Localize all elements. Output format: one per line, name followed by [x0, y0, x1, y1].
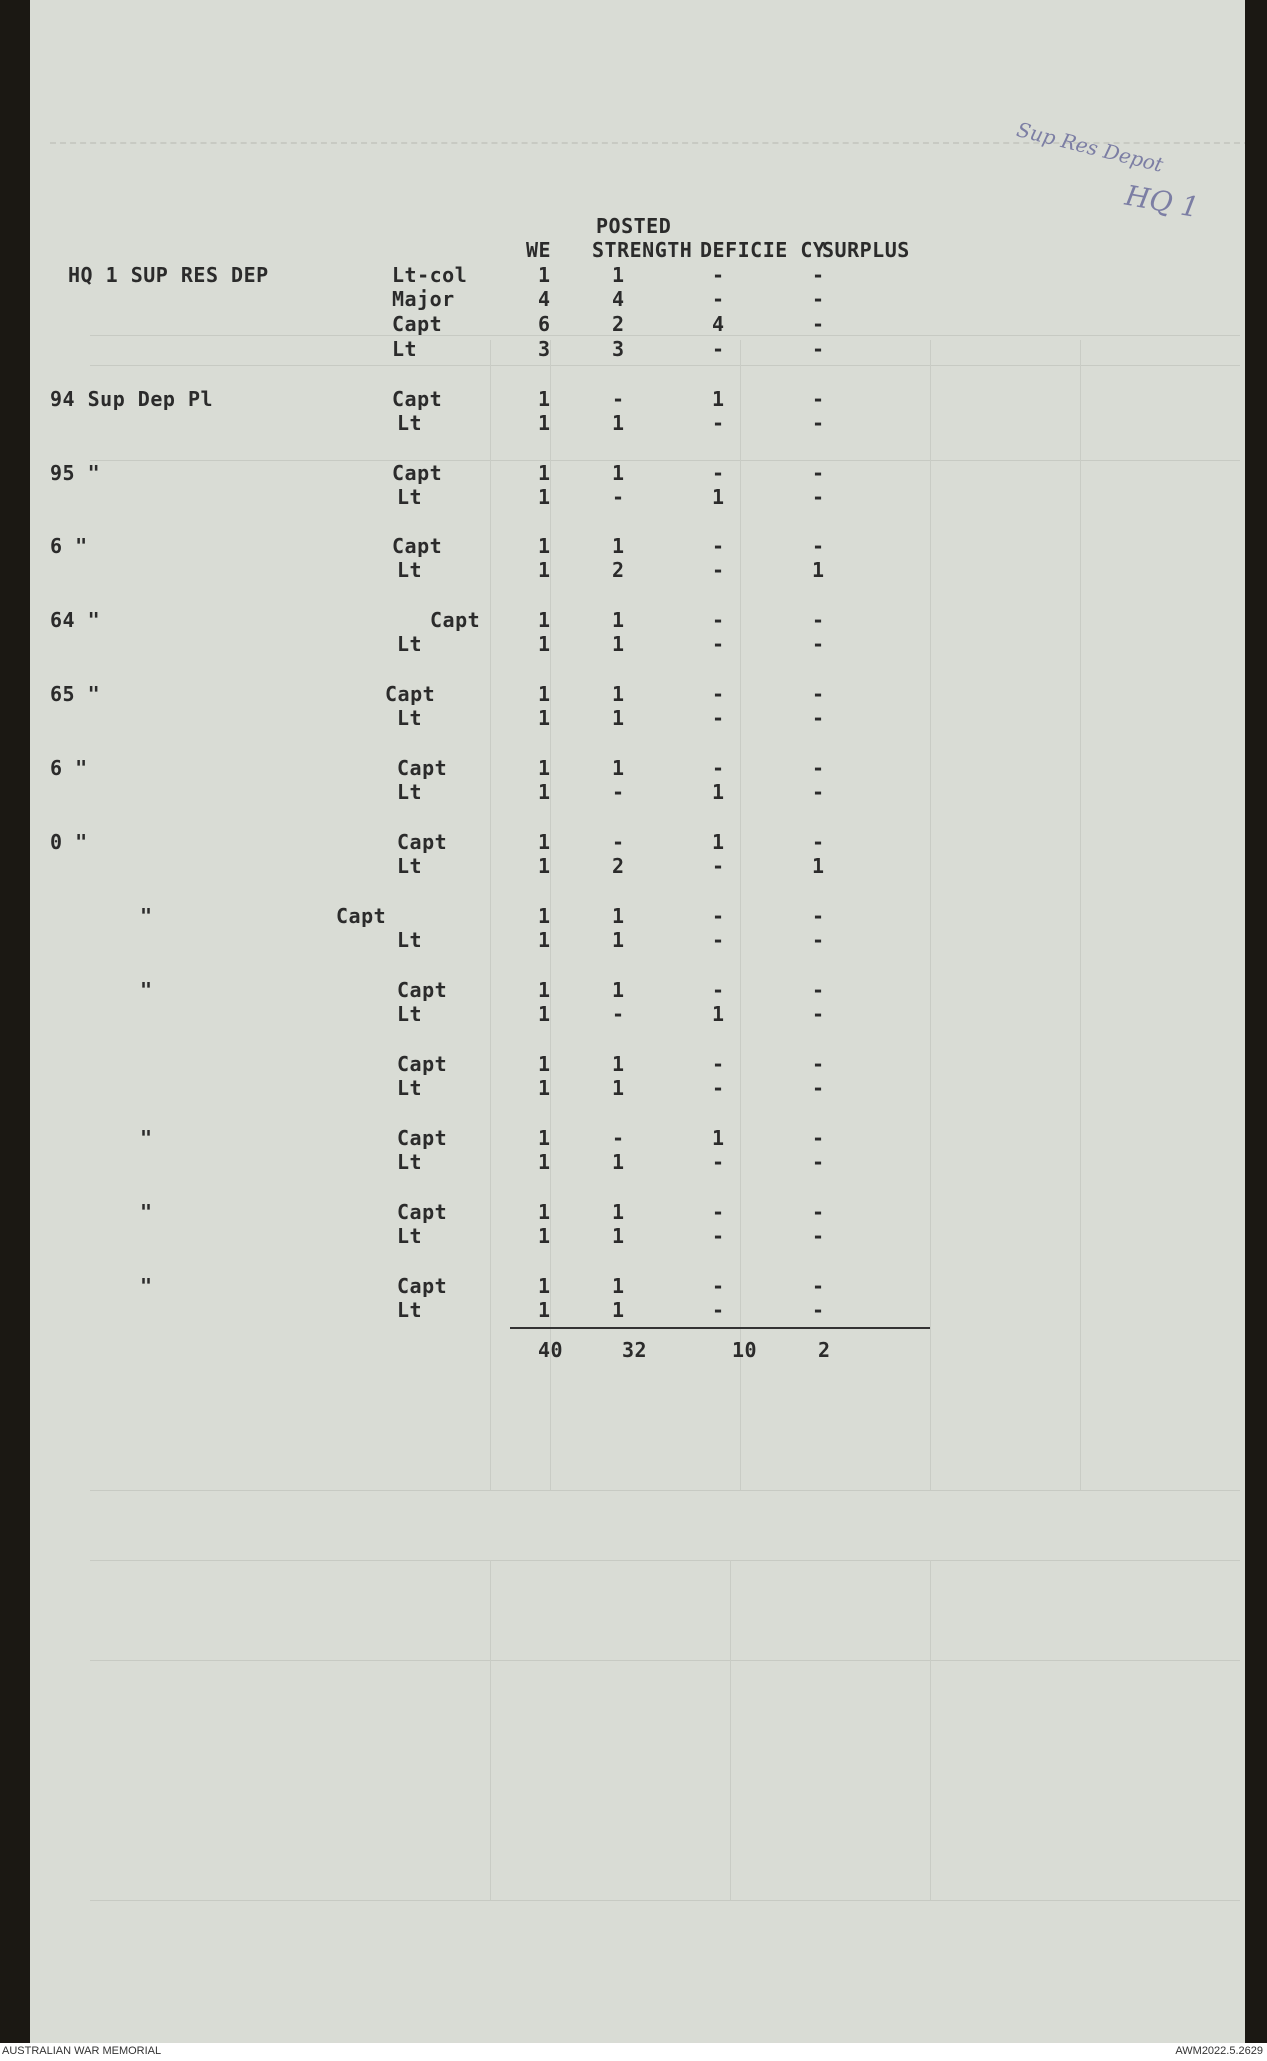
cell-we: 1 — [538, 558, 551, 582]
cell-deficiency: - — [712, 411, 725, 435]
cell-strength: - — [612, 1126, 625, 1150]
cell-strength: 1 — [612, 928, 625, 952]
total-strength: 32 — [622, 1338, 648, 1362]
cell-we: 1 — [538, 1126, 551, 1150]
cell-surplus: - — [812, 1150, 825, 1174]
cell-rank: Lt — [397, 928, 423, 952]
cell-deficiency: - — [712, 978, 725, 1002]
cell-unit: 95 " — [50, 461, 101, 485]
cell-strength: 2 — [612, 558, 625, 582]
cell-deficiency: - — [712, 756, 725, 780]
cell-strength: 1 — [612, 1224, 625, 1248]
cell-deficiency: 1 — [712, 1002, 725, 1026]
cell-surplus: - — [812, 312, 825, 336]
cell-rank: Capt — [397, 1126, 448, 1150]
cell-rank: Lt — [397, 1002, 423, 1026]
cell-we: 1 — [538, 485, 551, 509]
cell-strength: 1 — [612, 263, 625, 287]
cell-unit: " — [140, 904, 153, 928]
form-rule — [90, 1490, 1240, 1491]
cell-strength: 1 — [612, 978, 625, 1002]
form-rule — [90, 1660, 1240, 1661]
cell-rank: Lt — [397, 485, 423, 509]
total-deficiency: 10 — [732, 1338, 758, 1362]
cell-we: 1 — [538, 387, 551, 411]
cell-deficiency: 4 — [712, 312, 725, 336]
pencil-mark: HQ 1 — [1122, 178, 1202, 225]
cell-we: 1 — [538, 1298, 551, 1322]
cell-strength: 1 — [612, 682, 625, 706]
cell-surplus: - — [812, 1274, 825, 1298]
cell-surplus: - — [812, 1200, 825, 1224]
cell-rank: Capt — [336, 904, 387, 928]
cell-unit: " — [140, 1126, 153, 1150]
cell-rank: Capt — [397, 1274, 448, 1298]
cell-strength: 4 — [612, 287, 625, 311]
footer-archive: AUSTRALIAN WAR MEMORIAL — [2, 2045, 162, 2057]
cell-deficiency: - — [712, 534, 725, 558]
cell-unit: 94 Sup Dep Pl — [50, 387, 214, 411]
cell-surplus: - — [812, 1002, 825, 1026]
cell-strength: 1 — [612, 461, 625, 485]
cell-we: 1 — [538, 904, 551, 928]
cell-deficiency: - — [712, 1076, 725, 1100]
cell-unit: " — [140, 1200, 153, 1224]
cell-unit: HQ 1 SUP RES DEP — [68, 263, 269, 287]
cell-surplus: - — [812, 928, 825, 952]
cell-surplus: - — [812, 263, 825, 287]
cell-rank: Lt-col — [392, 263, 468, 287]
cell-deficiency: - — [712, 1224, 725, 1248]
cell-deficiency: - — [712, 854, 725, 878]
cell-rank: Lt — [397, 706, 423, 730]
cell-surplus: - — [812, 1126, 825, 1150]
cell-rank: Capt — [392, 312, 443, 336]
form-column-rule — [930, 340, 931, 1490]
cell-deficiency: - — [712, 337, 725, 361]
form-column-rule — [730, 1560, 731, 1900]
header-surplus: SURPLUS — [822, 238, 910, 262]
cell-we: 1 — [538, 928, 551, 952]
form-column-rule — [490, 1560, 491, 1900]
cell-surplus: - — [812, 411, 825, 435]
cell-deficiency: - — [712, 1200, 725, 1224]
cell-unit: 6 " — [50, 534, 88, 558]
cell-rank: Capt — [392, 461, 443, 485]
form-column-rule — [930, 1560, 931, 1900]
cell-strength: 1 — [612, 1298, 625, 1322]
cell-surplus: - — [812, 978, 825, 1002]
cell-rank: Capt — [430, 608, 481, 632]
cell-strength: - — [612, 780, 625, 804]
form-column-rule — [740, 340, 741, 1490]
form-rule — [90, 1900, 1240, 1901]
cell-unit: 65 " — [50, 682, 101, 706]
cell-rank: Lt — [397, 1224, 423, 1248]
cell-we: 1 — [538, 1200, 551, 1224]
cell-deficiency: - — [712, 1298, 725, 1322]
totals-rule — [510, 1327, 930, 1329]
header-posted: POSTED — [596, 214, 672, 238]
cell-rank: Lt — [397, 854, 423, 878]
cell-surplus: - — [812, 608, 825, 632]
form-rule — [90, 460, 1240, 461]
cell-we: 1 — [538, 461, 551, 485]
cell-surplus: 1 — [812, 854, 825, 878]
cell-rank: Lt — [397, 411, 423, 435]
total-we: 40 — [538, 1338, 564, 1362]
cell-surplus: - — [812, 1052, 825, 1076]
cell-unit: 64 " — [50, 608, 101, 632]
cell-we: 1 — [538, 780, 551, 804]
cell-we: 1 — [538, 1052, 551, 1076]
cell-unit: 0 " — [50, 830, 88, 854]
cell-rank: Lt — [397, 1150, 423, 1174]
cell-rank: Major — [392, 287, 455, 311]
cell-we: 1 — [538, 263, 551, 287]
cell-deficiency: - — [712, 263, 725, 287]
form-column-rule — [490, 340, 491, 1490]
cell-we: 1 — [538, 534, 551, 558]
cell-strength: 1 — [612, 1274, 625, 1298]
cell-we: 1 — [538, 1274, 551, 1298]
cell-rank: Capt — [397, 1200, 448, 1224]
cell-deficiency: - — [712, 904, 725, 928]
cell-we: 3 — [538, 337, 551, 361]
cell-we: 1 — [538, 608, 551, 632]
cell-we: 1 — [538, 1002, 551, 1026]
form-rule — [90, 335, 1240, 336]
cell-deficiency: - — [712, 461, 725, 485]
cell-surplus: - — [812, 485, 825, 509]
cell-deficiency: - — [712, 928, 725, 952]
cell-we: 1 — [538, 1150, 551, 1174]
cell-surplus: 1 — [812, 558, 825, 582]
cell-strength: 1 — [612, 1150, 625, 1174]
cell-strength: 3 — [612, 337, 625, 361]
cell-surplus: - — [812, 461, 825, 485]
cell-strength: 1 — [612, 756, 625, 780]
cell-rank: Lt — [397, 632, 423, 656]
cell-we: 1 — [538, 411, 551, 435]
cell-strength: - — [612, 1002, 625, 1026]
form-rule — [90, 365, 1240, 366]
form-rule — [90, 1560, 1240, 1561]
cell-we: 1 — [538, 830, 551, 854]
cell-deficiency: 1 — [712, 485, 725, 509]
cell-deficiency: - — [712, 1150, 725, 1174]
cell-deficiency: - — [712, 1052, 725, 1076]
cell-we: 1 — [538, 1076, 551, 1100]
cell-strength: 1 — [612, 1200, 625, 1224]
cell-deficiency: - — [712, 558, 725, 582]
cell-deficiency: - — [712, 608, 725, 632]
cell-strength: 1 — [612, 608, 625, 632]
cell-rank: Capt — [397, 830, 448, 854]
header-strength: STRENGTH — [592, 238, 693, 262]
cell-surplus: - — [812, 287, 825, 311]
cell-rank: Capt — [392, 387, 443, 411]
cell-strength: 1 — [612, 1076, 625, 1100]
cell-strength: 1 — [612, 534, 625, 558]
header-we: WE — [526, 238, 552, 262]
cell-surplus: - — [812, 387, 825, 411]
cell-surplus: - — [812, 337, 825, 361]
cell-strength: 1 — [612, 706, 625, 730]
cell-rank: Lt — [392, 337, 418, 361]
cell-rank: Lt — [397, 1298, 423, 1322]
cell-strength: 1 — [612, 1052, 625, 1076]
cell-deficiency: - — [712, 682, 725, 706]
cell-surplus: - — [812, 682, 825, 706]
cell-surplus: - — [812, 1076, 825, 1100]
cell-deficiency: 1 — [712, 780, 725, 804]
cell-rank: Lt — [397, 1076, 423, 1100]
cell-surplus: - — [812, 534, 825, 558]
cell-we: 1 — [538, 706, 551, 730]
cell-surplus: - — [812, 1298, 825, 1322]
cell-strength: 2 — [612, 854, 625, 878]
pencil-annotation: Sup Res Depot — [1014, 117, 1166, 177]
cell-we: 1 — [538, 1224, 551, 1248]
total-surplus: 2 — [818, 1338, 831, 1362]
header-deficiency: DEFICIE CY — [700, 238, 826, 262]
cell-we: 1 — [538, 632, 551, 656]
cell-surplus: - — [812, 706, 825, 730]
cell-strength: - — [612, 830, 625, 854]
cell-deficiency: - — [712, 706, 725, 730]
cell-surplus: - — [812, 830, 825, 854]
cell-strength: 2 — [612, 312, 625, 336]
cell-rank: Capt — [385, 682, 436, 706]
cell-surplus: - — [812, 632, 825, 656]
cell-rank: Capt — [392, 534, 443, 558]
cell-we: 6 — [538, 312, 551, 336]
cell-rank: Lt — [397, 780, 423, 804]
cell-rank: Capt — [397, 978, 448, 1002]
cell-unit: " — [140, 1274, 153, 1298]
cell-deficiency: - — [712, 287, 725, 311]
cell-rank: Lt — [397, 558, 423, 582]
cell-surplus: - — [812, 780, 825, 804]
cell-surplus: - — [812, 1224, 825, 1248]
cell-deficiency: 1 — [712, 387, 725, 411]
cell-strength: 1 — [612, 632, 625, 656]
cell-deficiency: 1 — [712, 1126, 725, 1150]
cell-unit: " — [140, 978, 153, 1002]
cell-strength: - — [612, 485, 625, 509]
cell-we: 1 — [538, 682, 551, 706]
cell-unit: 6 " — [50, 756, 88, 780]
cell-surplus: - — [812, 756, 825, 780]
cell-we: 1 — [538, 978, 551, 1002]
document-page — [30, 0, 1245, 2043]
cell-we: 1 — [538, 854, 551, 878]
cell-we: 4 — [538, 287, 551, 311]
cell-strength: 1 — [612, 411, 625, 435]
cell-we: 1 — [538, 756, 551, 780]
cell-surplus: - — [812, 904, 825, 928]
footer-reference: AWM2022.5.2629 — [1175, 2045, 1263, 2057]
cell-deficiency: - — [712, 1274, 725, 1298]
cell-strength: 1 — [612, 904, 625, 928]
cell-rank: Capt — [397, 1052, 448, 1076]
cell-strength: - — [612, 387, 625, 411]
cell-deficiency: 1 — [712, 830, 725, 854]
form-column-rule — [1080, 340, 1081, 1490]
cell-rank: Capt — [397, 756, 448, 780]
cell-deficiency: - — [712, 632, 725, 656]
